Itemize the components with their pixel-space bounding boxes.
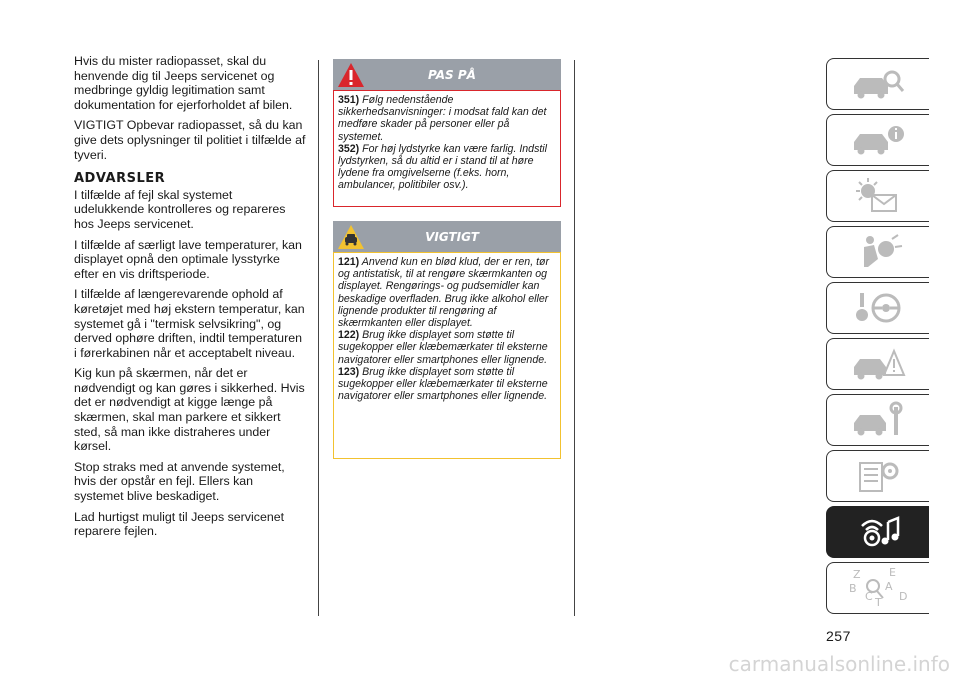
paragraph-stop-system: Stop straks med at anvende systemet, hvis der opstår en fejl. Ellers kan systemet blive beskadiget. xyxy=(74,459,285,504)
tab-index[interactable] xyxy=(826,562,929,614)
svg-text:Z: Z xyxy=(853,568,861,581)
svg-text:B: B xyxy=(849,582,857,595)
paragraph-look-screen: Kig kun på skærmen, når det er nødvendigt og kan gøres i sikkerhed. Hvis det er nødvendigt at kigge længe på skærmen, skal man parkere et sikkert sted, så man ikke distraheres under kørsel. xyxy=(74,366,305,454)
paragraph-keep-radio-pass: VIGTIGT Opbevar radiopasset, så du kan give dets oplysninger til politiet i tilfælde af tyveri. xyxy=(74,118,306,162)
steering-wheel-icon xyxy=(848,289,908,327)
warning-item xyxy=(338,94,556,143)
column-divider xyxy=(318,60,319,616)
paragraph-fault: I tilfælde af fejl skal systemet udelukkende kontrolleres og repareres hos Jeeps servicenet. xyxy=(74,187,286,231)
notice-column xyxy=(333,59,561,459)
column-divider xyxy=(574,60,575,616)
tab-car-service[interactable] xyxy=(826,394,929,446)
caution-item xyxy=(338,329,556,366)
tab-car-search[interactable] xyxy=(826,58,929,110)
caution-item xyxy=(338,366,556,403)
tab-airbag[interactable] xyxy=(826,226,929,278)
car-search-icon xyxy=(848,66,908,102)
warning-item-number: 351) xyxy=(338,94,360,106)
warning-box-body xyxy=(333,90,561,207)
specs-gear-icon xyxy=(848,457,908,495)
caution-item-number: 121) xyxy=(338,256,360,268)
caution-item-text: Brug ikke displayet som støtte til sugekopper eller klæbemærkater til eksterne navigatorer eller smartphones eller lignende. xyxy=(338,365,548,403)
warning-item xyxy=(338,143,556,192)
watermark: carmanualsonline.info xyxy=(728,652,950,676)
page-number: 257 xyxy=(826,628,851,644)
car-service-icon xyxy=(848,401,908,439)
tab-car-warning[interactable] xyxy=(826,338,929,390)
paragraph-thermal: I tilfælde af længerevarende ophold af køretøjet med høj ekstern temperatur, kan systemet gå i "termisk selvsikring", og derved ophøre driften, indtil temperaturen i førerkabinen når et acceptabelt niveau. xyxy=(74,287,305,360)
tab-car-info[interactable] xyxy=(826,114,929,166)
index-icon xyxy=(843,566,913,610)
paragraph-lost-radio-pass: Hvis du mister radiopasset, skal du henvende dig til Jeeps servicenet og medbringe gyldig legitimation samt dokumentation for ejerforholdet af bilen. xyxy=(74,54,293,112)
tab-multimedia[interactable] xyxy=(826,506,929,558)
car-warning-icon xyxy=(848,345,908,383)
caution-item xyxy=(338,256,556,329)
warning-title: PAS PÅ xyxy=(428,68,476,82)
tab-warning-lights[interactable] xyxy=(826,170,929,222)
caution-item-text: Brug ikke displayet som støtte til sugekopper eller klæbemærkater til eksterne navigatorer eller smartphones eller lignende. xyxy=(338,329,548,366)
caution-item-text: Anvend kun en blød klud, der er ren, tør og antistatisk, til at rengøre skærmkanten og displayet. Rengørings- og pudsemidler kan beskadige overfladen. Brug ikke alkohol eller lignende produkter til rengøring af skærmkanten eller displayet. xyxy=(338,256,550,330)
warning-item-text: For høj lydstyrke kan være farlig. Indstil lydstyrken, så du altid er i stand til at høre lydene fra omgivelserne (f.eks. horn, ambulancer, politibiler osv.). xyxy=(338,142,548,192)
warning-box-header xyxy=(333,59,561,90)
tab-steering[interactable] xyxy=(826,282,929,334)
section-heading-warnings: ADVARSLER xyxy=(74,171,166,187)
multimedia-icon xyxy=(848,512,908,552)
paragraph-low-temp: I tilfælde af særligt lave temperaturer, kan displayet opnå den optimale lysstyrke efter en vis driftsperiode. xyxy=(74,237,302,281)
svg-text:T: T xyxy=(875,596,882,609)
svg-text:A: A xyxy=(885,580,893,593)
caution-item-number: 123) xyxy=(338,365,360,378)
caution-box-header xyxy=(333,221,561,252)
caution-box-body xyxy=(333,252,561,459)
svg-text:D: D xyxy=(899,590,908,603)
svg-text:C: C xyxy=(865,590,873,603)
paragraph-repair: Lad hurtigst muligt til Jeeps servicenet reparere fejlen. xyxy=(74,509,285,539)
car-info-icon xyxy=(848,122,908,158)
warning-item-text: Følg nedenstående sikkerhedsanvisninger: i modsat fald kan det medføre skader på personer eller på systemet. xyxy=(338,94,547,143)
warning-lights-icon xyxy=(848,177,908,215)
svg-text:E: E xyxy=(889,566,896,579)
airbag-icon xyxy=(848,233,908,271)
tab-specs[interactable] xyxy=(826,450,929,502)
main-text-column xyxy=(74,54,306,545)
warning-item-number: 352) xyxy=(338,142,360,155)
caution-item-number: 122) xyxy=(338,329,360,342)
caution-title: VIGTIGT xyxy=(425,230,479,244)
